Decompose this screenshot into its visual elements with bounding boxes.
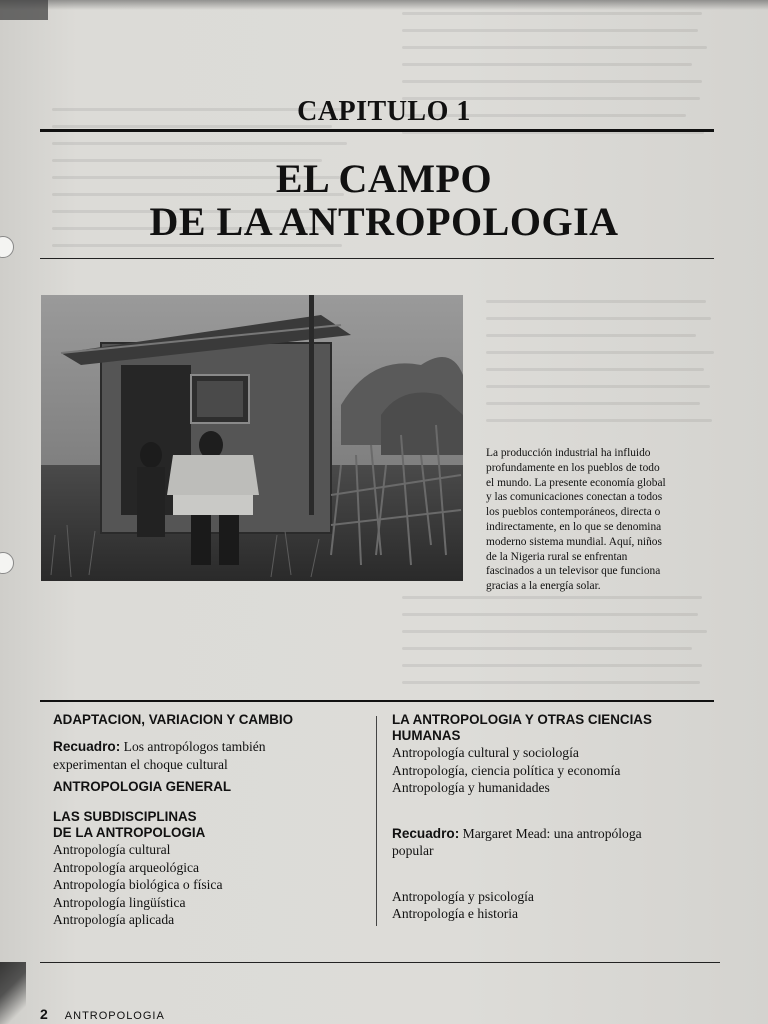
chapter-title-line2: DE LA ANTROPOLOGIA — [149, 199, 619, 244]
chapter-photo — [41, 295, 463, 581]
contents-subsection: Antropología y humanidades — [392, 780, 550, 795]
contents-subsection: Antropología lingüística — [53, 894, 186, 910]
contents-subsection: Antropología cultural y sociología — [392, 745, 579, 760]
contents-subsection: Antropología cultural — [53, 842, 171, 857]
scan-corner-shadow — [0, 0, 48, 20]
caption-line: gracias a la energía solar. — [486, 580, 601, 593]
box-label: Recuadro: — [53, 739, 121, 754]
caption-line: el mundo. La presente economía global — [486, 476, 666, 489]
contents-subsection: Antropología arqueológica — [53, 859, 200, 875]
box-title-continued: experimentan el choque cultural — [53, 756, 228, 772]
title-rule — [40, 258, 714, 259]
contents-section-heading: ADAPTACION, VARIACION Y CAMBIO — [53, 712, 294, 727]
caption-line: indirectamente, en lo que se denomina — [486, 520, 662, 533]
contents-subsection: Antropología y psicología — [392, 888, 534, 904]
scan-top-shadow — [0, 0, 768, 10]
caption-line: moderno sistema mundial. Aquí, niños — [486, 535, 662, 548]
scan-corner-shadow — [0, 962, 26, 1024]
contents-box-entry — [53, 738, 368, 756]
contents-left-column — [53, 712, 368, 929]
caption-line: y las comunicaciones conectan a todos — [486, 491, 663, 504]
box-title-continued: popular — [392, 843, 434, 858]
contents-column-divider — [376, 716, 377, 926]
caption-line: de la Nigeria rural se enfrentan — [486, 550, 628, 563]
photo-caption — [486, 446, 708, 594]
page-number: 2 — [40, 1006, 48, 1022]
chapter-title-line1: EL CAMPO — [275, 156, 493, 201]
binder-hole — [0, 552, 14, 574]
contents-subsection: Antropología aplicada — [53, 912, 175, 927]
show-through-text-middle — [402, 596, 712, 698]
contents-section-heading: LAS SUBDISCIPLINAS — [53, 809, 197, 824]
header-rule — [40, 129, 714, 132]
contents-section-heading: LA ANTROPOLOGIA Y OTRAS CIENCIAS — [392, 712, 652, 727]
contents-box-entry — [392, 825, 712, 843]
caption-line: profundamente en los pueblos de todo — [486, 461, 660, 474]
page-footer — [40, 1006, 165, 1023]
contents-section-heading-continued: DE LA ANTROPOLOGIA — [53, 825, 206, 840]
running-head: ANTROPOLOGIA — [64, 1010, 165, 1022]
photo-illustration — [41, 295, 463, 581]
box-title: Margaret Mead: una antropóloga — [462, 825, 642, 841]
box-title: Los antropólogos también — [123, 739, 266, 754]
show-through-text-right-lower — [486, 300, 716, 436]
caption-line: los pueblos contemporáneos, directa o — [486, 506, 661, 519]
caption-line: fascinados a un televisor que funciona — [486, 565, 661, 578]
caption-line: La producción industrial ha influido — [486, 447, 651, 459]
contents-section-heading-continued: HUMANAS — [392, 728, 461, 743]
contents-subsection: Antropología biológica o física — [53, 877, 223, 892]
contents-top-rule — [40, 700, 714, 702]
box-label: Recuadro: — [392, 825, 460, 841]
contents-section-heading: ANTROPOLOGIA GENERAL — [53, 779, 232, 794]
contents-subsection: Antropología, ciencia política y economía — [392, 762, 621, 778]
footer-rule — [40, 962, 720, 963]
chapter-label: CAPITULO 1 — [297, 96, 471, 127]
contents-subsection: Antropología e historia — [392, 906, 519, 921]
contents-right-column — [392, 712, 712, 923]
